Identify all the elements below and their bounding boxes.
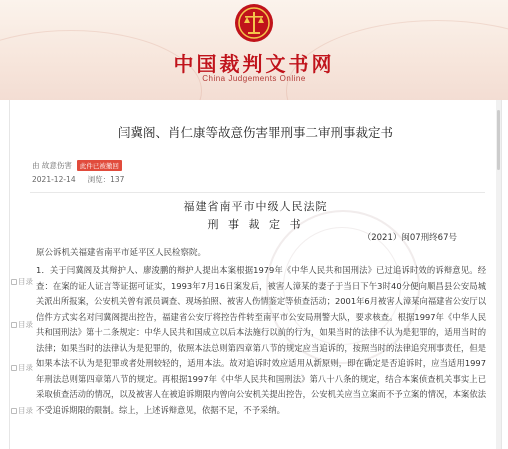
sidebar-item[interactable] [11,260,33,303]
publish-date: 2021-12-14 [32,175,76,184]
outline-sidebar [11,260,33,432]
party-line: 原公诉机关福建省南平市延平区人民检察院。 [36,248,207,258]
sidebar-item-label: 目录 [18,277,33,286]
ruling-type: 刑 事 裁 定 书 [207,218,304,231]
site-header [0,0,508,100]
site-title[interactable]: 中国裁判文书网 [173,52,335,76]
document-meta [32,159,122,171]
sidebar-item-label: 目录 [18,320,33,329]
sidebar-item-label: 目录 [18,363,33,372]
square-icon [11,322,17,328]
sidebar-item[interactable] [11,303,33,346]
site-subtitle: China Judgements Online [202,74,306,83]
court-name: 福建省南平市中级人民法院 [183,200,328,213]
divider [30,192,485,193]
document-body [36,263,486,418]
sidebar-item[interactable] [11,389,33,432]
scrollbar-thumb[interactable] [497,110,500,170]
status-badge: 此件已被撤回 [77,160,122,171]
square-icon [11,365,17,371]
body-paragraph: 1．关于闫冀阁及其辩护人、廖浚鹏的辩护人提出本案根据1979年《中华人民共和国刑法》已过追诉时效的诉辩意见。经查：在案的证人证言等证据可证实，1993年7月16日案发后，被害人漳某的妻子于当日下午3时40分便向顺昌县公安局城关派出所报案，公安机关曾有派员调查、现场拍照、被害人伤情鉴定等侦查活动；2001年6月被害人漳某向福建省公安厅以信件方式实名对闫冀阁提出控告，福建省公安厅将控告件转至南平市公安局刑警大队，要求核查。根据1997年《中华人民共和国刑法》第十二条规定：中华人民共和国成立以后本法施行以前的行为，如果当时的法律不认为是犯罪的，适用当时的法律；如果当时的法律认为是犯罪的，依照本法总则第四章第八节的规定应当追诉的，按照当时的法律追究刑事责任，但是如果本法不认为是犯罪或者处刑较轻的，适用本法。故对追诉时效应适用从新原则，即在确定是否追诉时，应当适用1997年刑法总则第四章第八节的规定。再根据1997年《中华人民共和国刑法》第八十八条的规定，结合本案侦查机关事实上已采取侦查活动的情况，以及被害人在被追诉期限内曾向公安机关提出控告，公安机关应当立案而不予立案的情况，本案依法不受追诉期限的限制。综上，上述诉辩意见，依据不足，不予采纳。 [36,265,486,415]
document-meta-secondary [32,174,136,185]
sidebar-item[interactable] [11,346,33,389]
scrollbar[interactable] [496,100,501,449]
sidebar-item-label: 目录 [18,406,33,415]
view-count: 浏览：137 [87,175,125,184]
document-panel [9,100,502,449]
square-icon [11,408,17,414]
document-title: 闫冀阁、肖仁康等故意伤害罪刑事二审刑事裁定书 [117,125,393,140]
publisher-label: 由 故意伤害 [32,160,72,170]
court-emblem-icon [234,3,274,43]
case-number: （2021）闽07刑终67号 [362,233,457,243]
square-icon [11,279,17,285]
